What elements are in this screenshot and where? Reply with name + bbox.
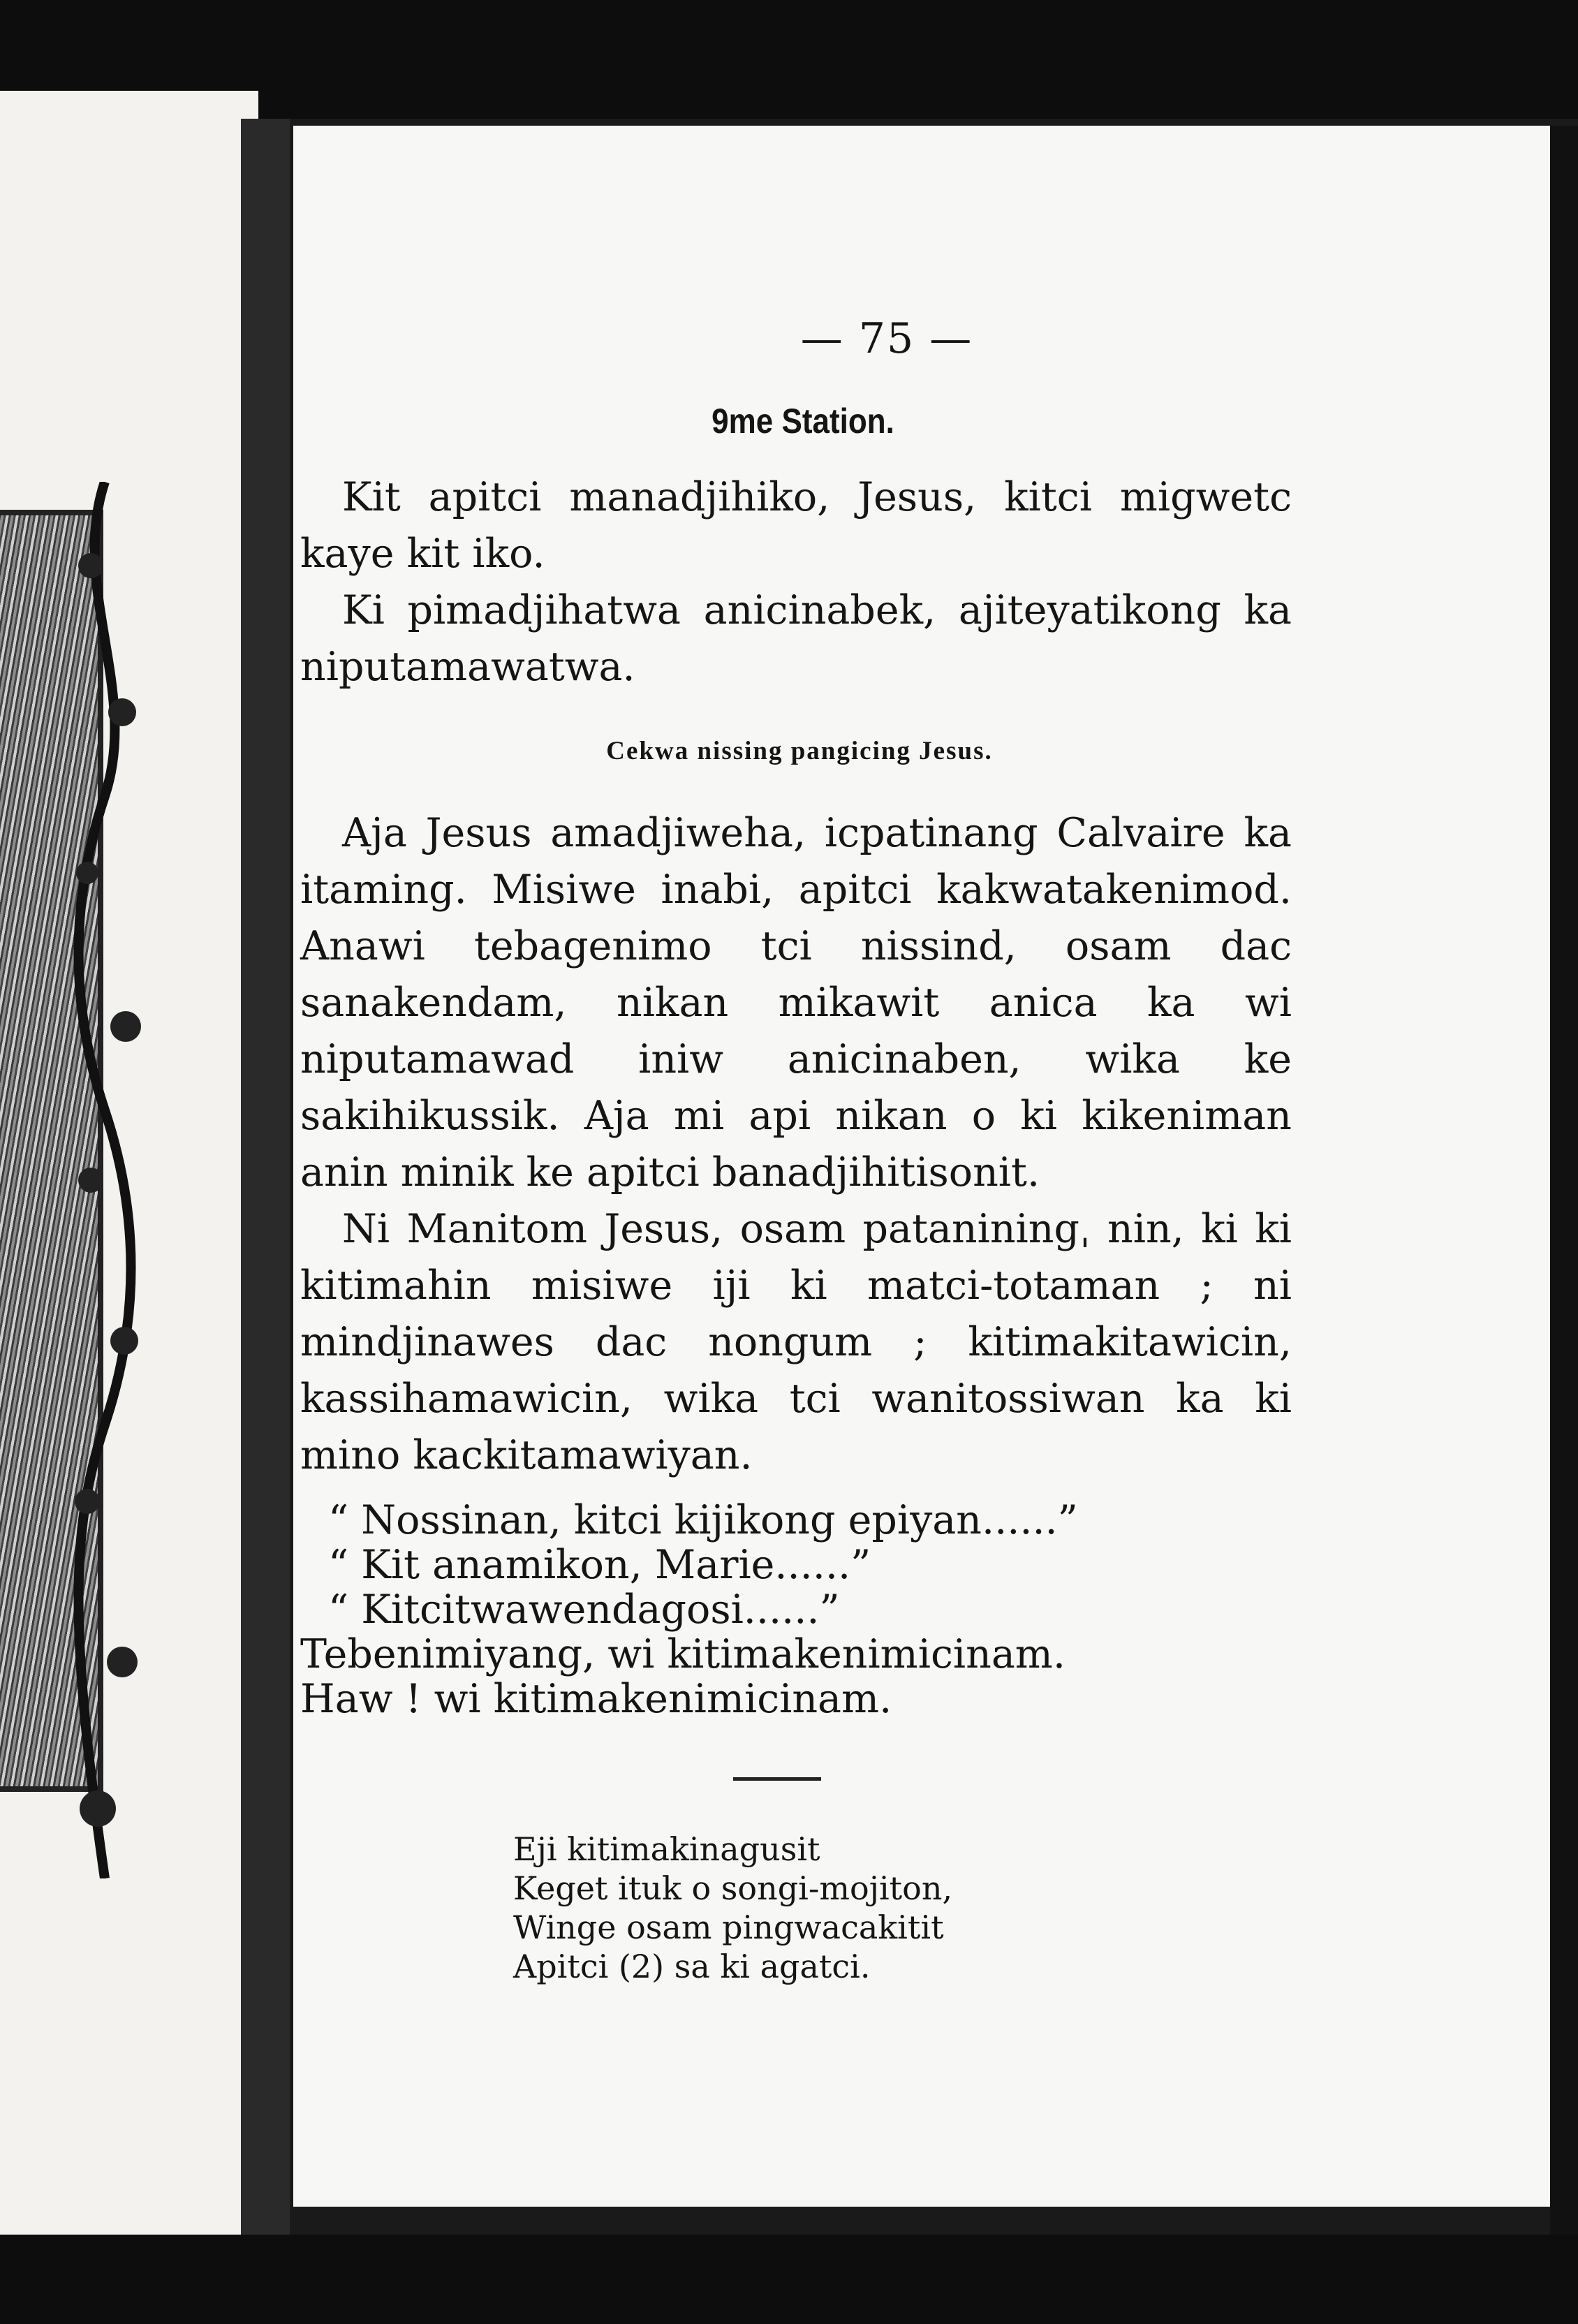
facing-page xyxy=(0,91,258,2270)
section-divider xyxy=(733,1777,821,1781)
verse-line: Apitci (2) sa ki agatci. xyxy=(513,1948,871,1985)
closing-line: Haw ! wi kitimakenimicinam. xyxy=(300,1676,892,1722)
prayer-quote: “ Kitcitwawendagosi......” xyxy=(328,1587,840,1633)
scan-right-border xyxy=(1550,126,1578,2324)
prayer-block xyxy=(300,1498,1292,1721)
hymn-verse xyxy=(513,1830,1292,1986)
intro-paragraph: Ki pimadjihatwa anicinabek, ajiteyatikong ka niputamawatwa. xyxy=(300,587,1292,690)
page-number: — 75 — xyxy=(800,314,973,363)
verse-line: Eji kitimakinagusit xyxy=(513,1830,820,1868)
floral-vine-border xyxy=(63,482,147,1878)
intro-paragraph: Kit apitci manadjihiko, Jesus, kitci migwetc kaye kit iko. xyxy=(300,474,1292,577)
section-heading: Cekwa nissing pangicing Jesus. xyxy=(606,737,993,765)
station-title: 9me Station. xyxy=(711,402,894,441)
scan-bottom-border xyxy=(0,2235,1578,2324)
book-gutter xyxy=(241,119,290,2283)
prayer-quote: “ Kit anamikon, Marie......” xyxy=(328,1542,871,1588)
verse-line: Winge osam pingwacakitit xyxy=(513,1909,944,1946)
closing-line: Tebenimiyang, wi kitimakenimicinam. xyxy=(300,1631,1065,1677)
body-paragraph: Aja Jesus amadjiweha, icpatinang Calvaire ka itaming. Misiwe inabi, apitci kakwatakenimod. Anawi tebagenimo tci nissind, osam dac sanakendam, nikan mikawit anica ka wi niputamawad iniw anicinaben, wika ke sakihikussik. Aja mi api nikan o ki kikeniman anin minik ke apitci banadjihitisonit. xyxy=(300,810,1292,1196)
verse-line: Keget ituk o songi-mojiton, xyxy=(513,1869,953,1907)
prayer-quote: “ Nossinan, kitci kijikong epiyan......” xyxy=(328,1497,1078,1543)
body-paragraph: Ni Manitom Jesus, osam pataniningˌ nin, ki ki kitimahin misiwe iji ki matci-totaman ; ni mindjinawes dac nongum ; kitimakitawicin, kassihamawicin, wika tci wanitossiwan ka ki mino kackitamawiyan. xyxy=(300,1206,1292,1478)
page-text xyxy=(300,314,1292,1986)
